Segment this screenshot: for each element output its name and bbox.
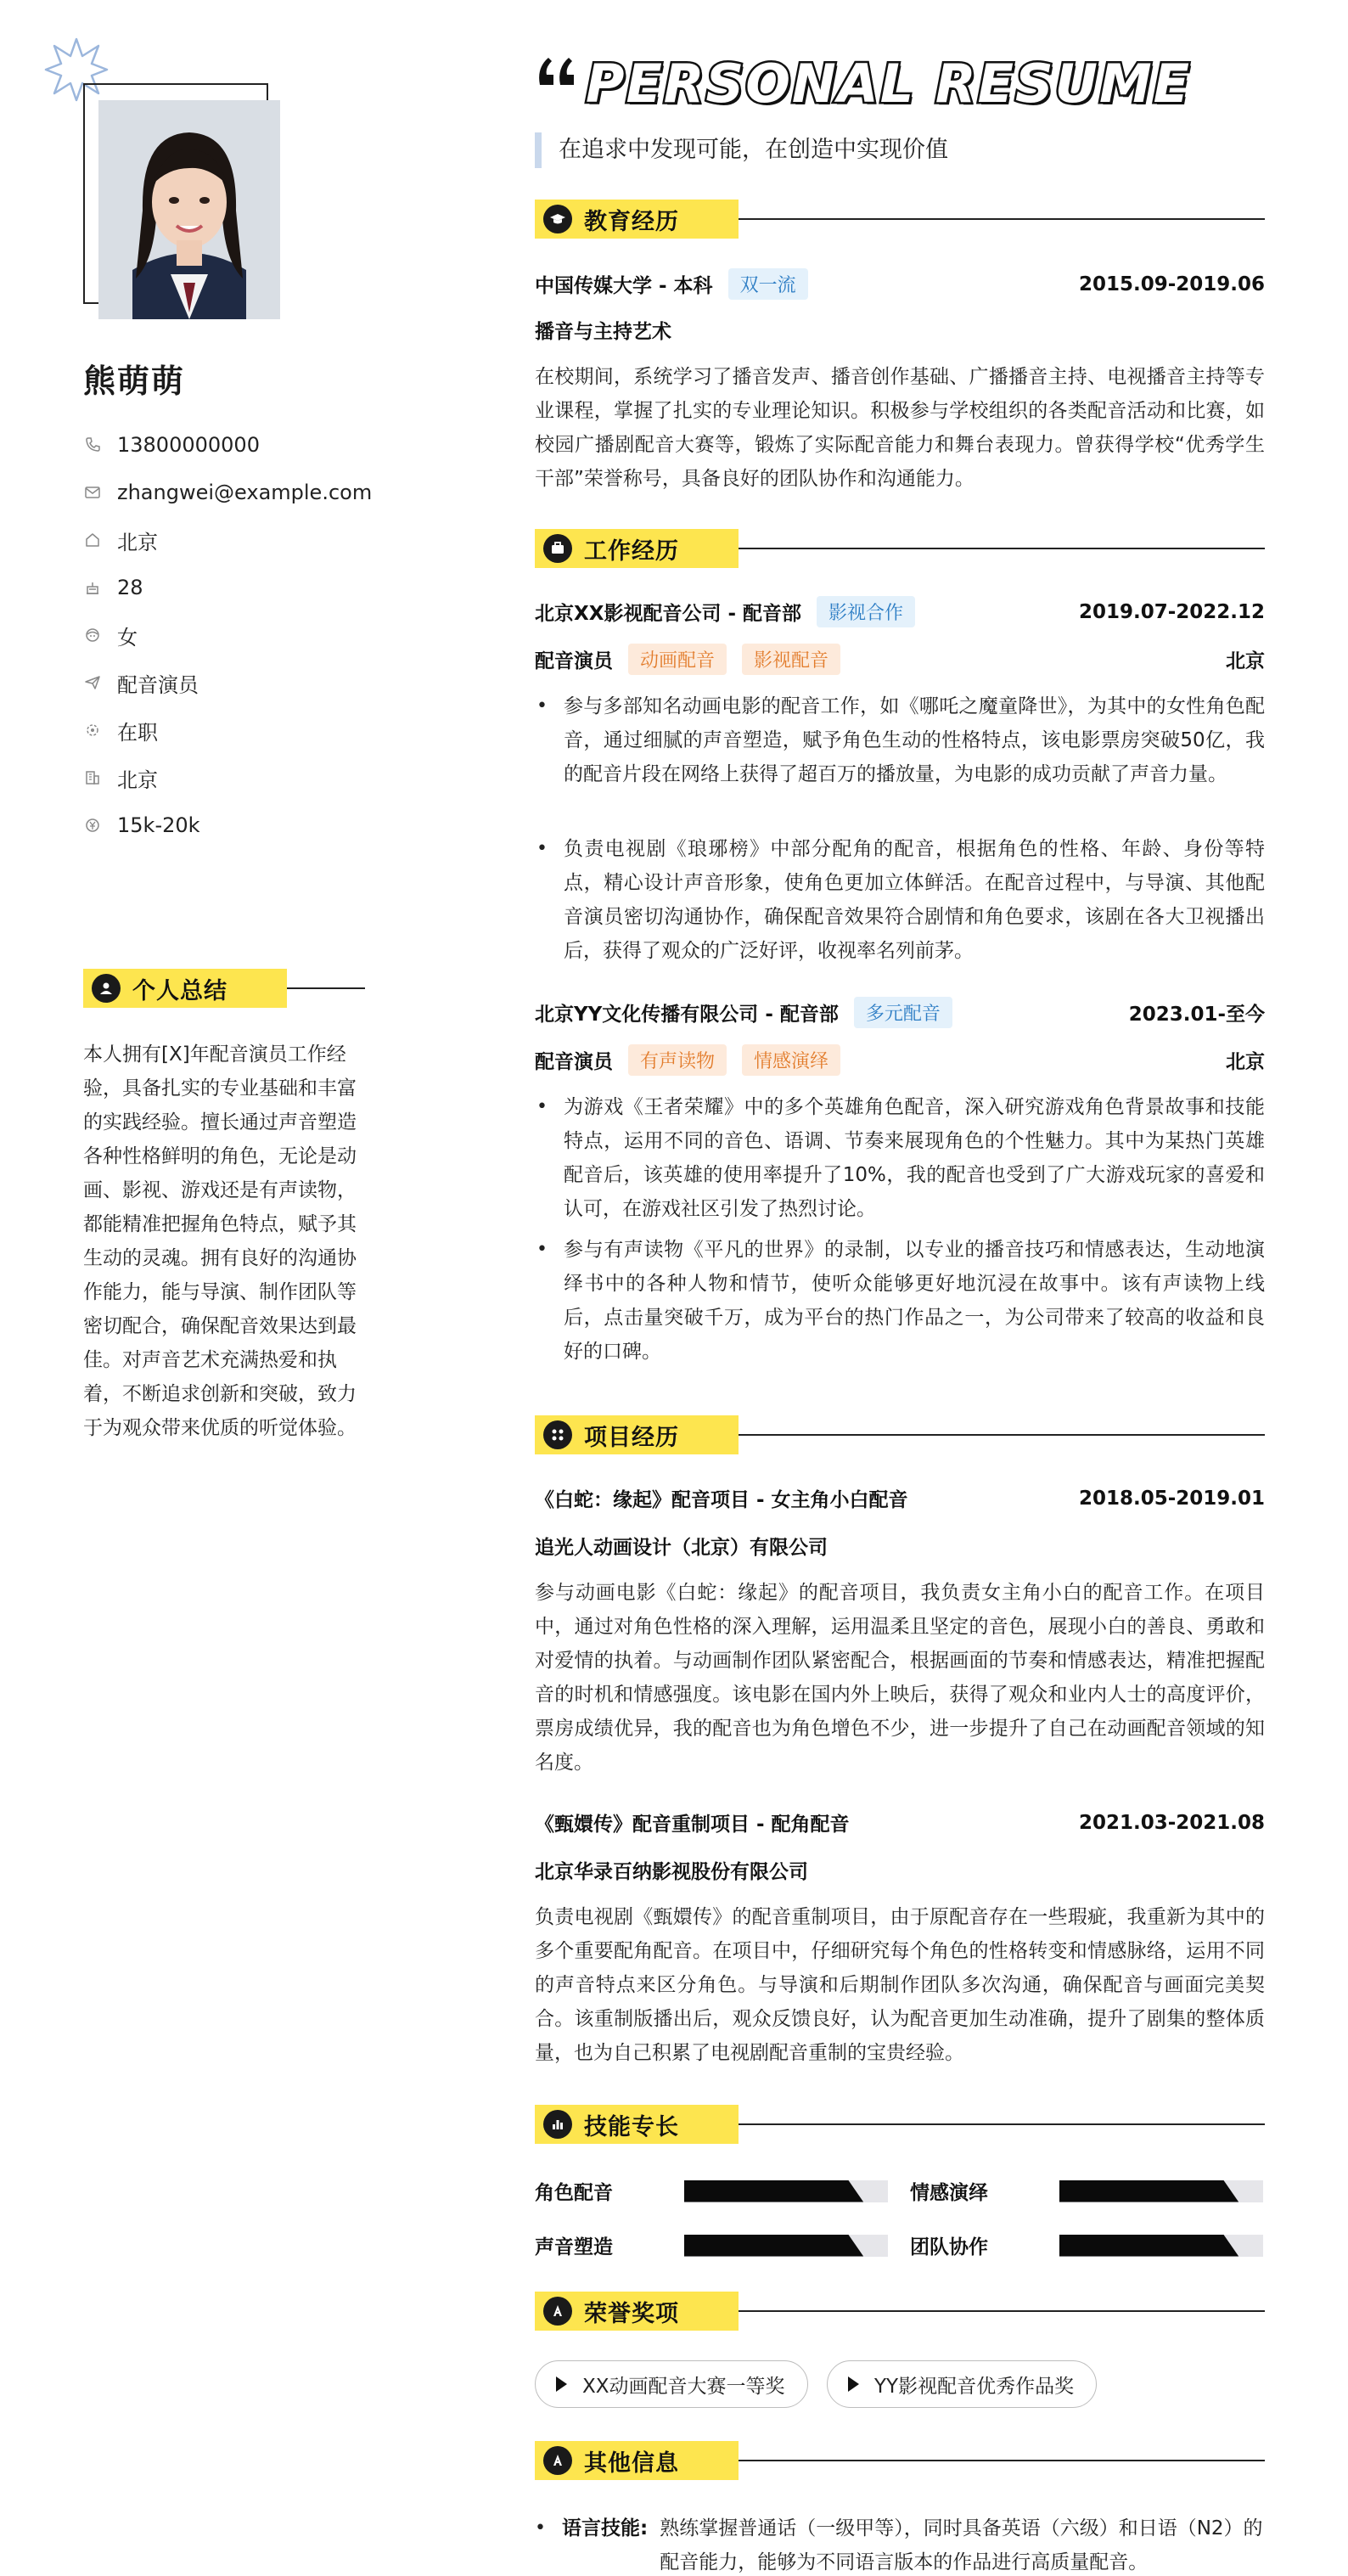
salary-icon <box>83 816 102 835</box>
projects-heading: 项目经历 <box>584 1424 679 1451</box>
city-value: 北京 <box>117 768 158 792</box>
work-section-header <box>535 528 1265 569</box>
status-value: 在职 <box>117 720 158 745</box>
info-status <box>83 706 440 754</box>
graduation-cap-icon <box>543 205 572 233</box>
education-description: 在校期间，系统学习了播音发声、播音创作基础、广播播音主持、电视播音主持等专业课程，掌握了扎实的专业理论知识。积极参与学校组织的各类配音活动和比赛，如校园广播剧配音大赛等，锻炼了实际配音能力和舞台表现力。曾获得学校“优秀学生干部”荣誉称号，具备良好的团队协作和沟通能力。 <box>535 366 1265 490</box>
skill-item <box>910 2231 1263 2259</box>
summary-text: 本人拥有[X]年配音演员工作经验，具备扎实的专业基础和丰富的实践经验。擅长通过声音塑造各种性格鲜明的角色，无论是动画、影视、游戏还是有声读物，都能精准把握角色特点，赋予其生动的灵魂。拥有良好的沟通协作能力，能与导演、制作团队等密切配合，确保配音效果达到最佳。对声音艺术充满热爱和执着，不断追求创新和突破，致力于为观众带来优质的听觉体验。 <box>83 1043 357 1439</box>
summary-heading: 个人总结 <box>132 977 227 1004</box>
skill-name: 角色配音 <box>535 2182 613 2204</box>
project-1-org: 追光人动画设计（北京）有限公司 <box>535 1537 828 1559</box>
summary-section-header <box>83 968 365 1009</box>
major: 播音与主持艺术 <box>535 321 671 343</box>
projects-section-header <box>535 1415 1265 1455</box>
job-2-tag: 多元配音 <box>854 997 952 1028</box>
info-email <box>83 469 440 516</box>
skills-section-header <box>535 2104 1265 2145</box>
school-tag: 双一流 <box>728 268 808 300</box>
job-2-role: 配音演员 <box>535 1051 613 1073</box>
skill-name: 声音塑造 <box>535 2236 613 2258</box>
project-2-description: 负责电视剧《甄嬛传》的配音重制项目，由于原配音存在一些瑕疵，我重新为其中的多个重要配角配音。在项目中，仔细研究每个角色的性格转变和情感脉络，运用不同的声音特点来区分角色。与导演和后期制作团队多次沟通，确保配音与画面完美契合。该重制版播出后，观众反馈良好，认为配音更加生动准确，提升了剧集的整体质量，也为自己积累了电视剧配音重制的宝贵经验。 <box>535 1906 1265 2064</box>
slogan: 在追求中发现可能，在创造中实现价值 <box>535 132 948 168</box>
play-icon <box>556 2376 567 2392</box>
other-info-item: • 语言技能: 熟练掌握普通话（一级甲等），同时具备英语（六级）和日语（N2）的配音能力，能够为不同语言版本的作品进行高质量配音。 <box>535 2511 1265 2576</box>
job-2-company: 北京YY文化传播有限公司 - 配音部 <box>535 1004 839 1026</box>
skill-bar-fill <box>1059 2180 1238 2202</box>
info-gender <box>83 611 440 659</box>
project-2-org: 北京华录百纳影视股份有限公司 <box>535 1861 808 1883</box>
job-2-title-row <box>535 997 1265 1028</box>
skill-item <box>535 2177 888 2205</box>
other-label: 语言技能: <box>562 2517 649 2539</box>
info-location <box>83 516 440 564</box>
info-salary <box>83 801 440 849</box>
job-1-skill-1: 动画配音 <box>628 644 727 675</box>
honors-section-header <box>535 2291 1265 2331</box>
candidate-name: 熊萌萌 <box>83 363 186 400</box>
project-1-name: 《白蛇：缘起》配音项目 - 女主角小白配音 <box>535 1489 908 1511</box>
phone-value: 13800000000 <box>117 433 260 457</box>
position-value: 配音演员 <box>117 672 199 697</box>
skill-bar-fill <box>684 2180 863 2202</box>
bar-chart-icon <box>543 2110 572 2139</box>
education-heading: 教育经历 <box>584 208 679 235</box>
page-title: PERSONAL RESUME <box>586 53 1191 115</box>
job-1-company: 北京XX影视配音公司 - 配音部 <box>535 603 802 625</box>
honor-label: XX动画配音大赛一等奖 <box>582 2375 785 2398</box>
honor-pill <box>827 2360 1097 2408</box>
send-icon <box>83 673 102 692</box>
education-major-row <box>535 316 1265 344</box>
job-1-skill-2: 影视配音 <box>742 644 840 675</box>
other-value: 熟练掌握普通话（一级甲等），同时具备英语（六级）和日语（N2）的配音能力，能够为不同语言版本的作品进行高质量配音。 <box>660 2517 1263 2573</box>
job-1-role: 配音演员 <box>535 650 613 672</box>
briefcase-icon <box>543 534 572 563</box>
grid-icon <box>543 1420 572 1449</box>
job-2-city: 北京 <box>1226 1051 1265 1073</box>
sidebar <box>0 0 475 2576</box>
info-age <box>83 564 440 611</box>
gender-icon <box>83 626 102 644</box>
gender-value: 女 <box>117 625 138 650</box>
work-heading: 工作经历 <box>584 537 679 565</box>
age-value: 28 <box>117 576 143 599</box>
school-name: 中国传媒大学 - 本科 <box>535 275 713 297</box>
project-2-name: 《甄嬛传》配音重制项目 - 配角配音 <box>535 1814 850 1836</box>
info-phone <box>83 421 440 469</box>
skill-bar <box>684 2180 888 2202</box>
salary-value: 15k-20k <box>117 813 200 837</box>
skill-item <box>535 2231 888 2259</box>
user-icon <box>92 974 121 1003</box>
job-2-role-row <box>535 1044 1265 1076</box>
project-1-org-row <box>535 1532 1265 1560</box>
education-date: 2015.09-2019.06 <box>1078 273 1265 295</box>
cake-icon <box>83 578 102 597</box>
play-icon <box>848 2376 859 2392</box>
other-heading: 其他信息 <box>584 2449 679 2477</box>
skill-bar-fill <box>684 2235 863 2257</box>
job-1-city: 北京 <box>1226 650 1265 672</box>
location-value: 北京 <box>117 530 158 554</box>
skill-name: 情感演绎 <box>910 2182 988 2204</box>
skills-heading: 技能专长 <box>584 2113 679 2140</box>
honor-label: YY影视配音优秀作品奖 <box>874 2375 1075 2398</box>
honor-pill <box>535 2360 808 2408</box>
project-2-title-row <box>535 1808 1265 1836</box>
award-icon <box>543 2297 572 2326</box>
contact-info-list <box>83 421 440 849</box>
skill-bar <box>1059 2235 1263 2257</box>
project-1-date: 2018.05-2019.01 <box>1078 1487 1265 1510</box>
job-2-bullet-2: • 参与有声读物《平凡的世界》的录制，以专业的播音技巧和情感表达，生动地演绎书中的各种人物和情节，使听众能够更好地沉浸在故事中。该有声读物上线后，点击量突破千万，成为平台的热门作品之一，为公司带来了较高的收益和良好的口碑。 <box>535 1233 1265 1369</box>
email-value: zhangwei@example.com <box>117 481 373 504</box>
job-1-role-row <box>535 644 1265 675</box>
info-position <box>83 659 440 706</box>
home-icon <box>83 531 102 549</box>
job-2-date: 2023.01-至今 <box>1128 1004 1265 1026</box>
status-icon <box>83 721 102 740</box>
job-2-skill-2: 情感演绎 <box>742 1044 840 1076</box>
skill-bar <box>1059 2180 1263 2202</box>
phone-icon <box>83 436 102 454</box>
job-1-title-row <box>535 596 1265 627</box>
quote-mark-icon <box>535 51 586 93</box>
info-icon <box>543 2446 572 2475</box>
job-2-bullet-1: • 为游戏《王者荣耀》中的多个英雄角色配音，深入研究游戏角色背景故事和技能特点，运用不同的音色、语调、节奏来展现角色的个性魅力。其中为某热门英雄配音后，该英雄的使用率提升了10%，我的配音也受到了广大游戏玩家的喜爱和认可，在游戏社区引发了热烈讨论。 <box>535 1090 1265 1226</box>
skill-item <box>910 2177 1263 2205</box>
other-section-header <box>535 2440 1265 2481</box>
education-title-row <box>535 268 1265 300</box>
skill-bar <box>684 2235 888 2257</box>
education-section-header <box>535 199 1265 239</box>
building-icon <box>83 768 102 787</box>
mail-icon <box>83 483 102 502</box>
info-city <box>83 754 440 801</box>
project-1-description: 参与动画电影《白蛇：缘起》的配音项目，我负责女主角小白的配音工作。在项目中，通过对角色性格的深入理解，运用温柔且坚定的音色，展现小白的善良、勇敢和对爱情的执着。与动画制作团队紧密配合，根据画面的节奏和情感表达，精准把握配音的时机和情感强度。该电影在国内外上映后，获得了观众和业内人士的高度评价，票房成绩优异，我的配音也为角色增色不少，进一步提升了自己在动画配音领域的知名度。 <box>535 1582 1265 1774</box>
job-2-skill-1: 有声读物 <box>628 1044 727 1076</box>
skill-name: 团队协作 <box>910 2236 988 2258</box>
skill-bar-fill <box>1059 2235 1238 2257</box>
job-1-bullet-2: • 负责电视剧《琅琊榜》中部分配角的配音，根据角色的性格、年龄、身份等特点，精心设计声音形象，使角色更加立体鲜活。在配音过程中，与导演、其他配音演员密切沟通协作，确保配音效果符合剧情和角色要求，该剧在各大卫视播出后，获得了观众的广泛好评，收视率名列前茅。 <box>535 832 1265 968</box>
job-1-tag: 影视合作 <box>817 596 915 627</box>
job-1-bullet-1: • 参与多部知名动画电影的配音工作，如《哪吒之魔童降世》，为其中的女性角色配音，通过细腻的声音塑造，赋予角色生动的性格特点，该电影票房突破50亿，我的配音片段在网络上获得了超百万的播放量，为电影的成功贡献了声音力量。 <box>535 689 1265 791</box>
job-1-date: 2019.07-2022.12 <box>1078 600 1265 623</box>
project-2-date: 2021.03-2021.08 <box>1078 1811 1265 1834</box>
project-1-title-row <box>535 1484 1265 1512</box>
avatar <box>98 100 280 319</box>
project-2-org-row <box>535 1856 1265 1884</box>
honors-heading: 荣誉奖项 <box>584 2300 679 2327</box>
